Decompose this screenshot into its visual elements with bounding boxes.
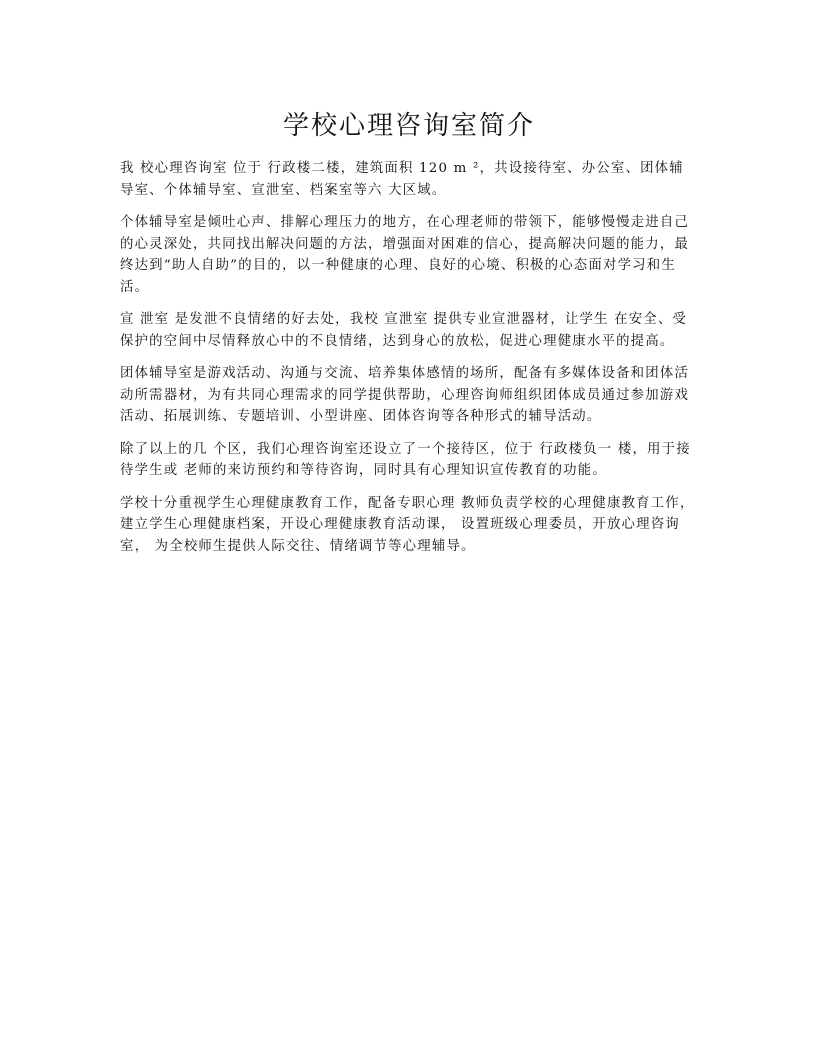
- paragraph-venting-room: 宣 泄室 是发泄不良情绪的好去处，我校 宣泄室 提供专业宣泄器材，让学生 在安全、受保护的空间中尽情释放心中的不良情绪，达到身心的放松，促进心理健康水平的提高。: [120, 312, 688, 349]
- paragraph-reception-area: 除了以上的几 个区，我们心理咨询室还设立了一个接待区，位于 行政楼负一 楼，用于接待学生或 老师的来访预约和等待咨询，同时具有心理知识宣传教育的功能。: [120, 441, 691, 478]
- document-title: 学校心理咨询室简介: [282, 111, 535, 141]
- paragraph-overview: 我 校心理咨询室 位于 行政楼二楼，建筑面积 120 m ²，共设接待室、办公室、团体辅导室、个体辅导室、宣泄室、档案室等六 大区域。: [120, 161, 684, 198]
- document-body: [120, 106, 698, 568]
- paragraph-school-commitment: 学校十分重视学生心理健康教育工作，配备专职心理 教师负责学校的心理健康教育工作，建立学生心理健康档案，开设心理健康教育活动课， 设置班级心理委员，开放心理咨询室， 为全校师生提供人际交往、情绪调节等心理辅导。: [120, 495, 695, 554]
- paragraph-individual-counseling: 个体辅导室是倾吐心声、排解心理压力的地方，在心理老师的带领下，能够慢慢走进自己的心灵深处，共同找出解决问题的方法，增强面对困难的信心，提高解决问题的能力，最终达到“助人自助”的目的，以一种健康的心理、良好的心境、积极的心态面对学习和生活。: [120, 215, 690, 295]
- paragraph-group-counseling: 团体辅导室是游戏活动、沟通与交流、培养集体感情的场所，配备有多媒体设备和团体活动所需器材，为有共同心理需求的同学提供帮助，心理咨询师组织团体成员通过参加游戏活动、拓展训练、专题培训、小型讲座、团体咨询等各种形式的辅导活动。: [120, 366, 690, 424]
